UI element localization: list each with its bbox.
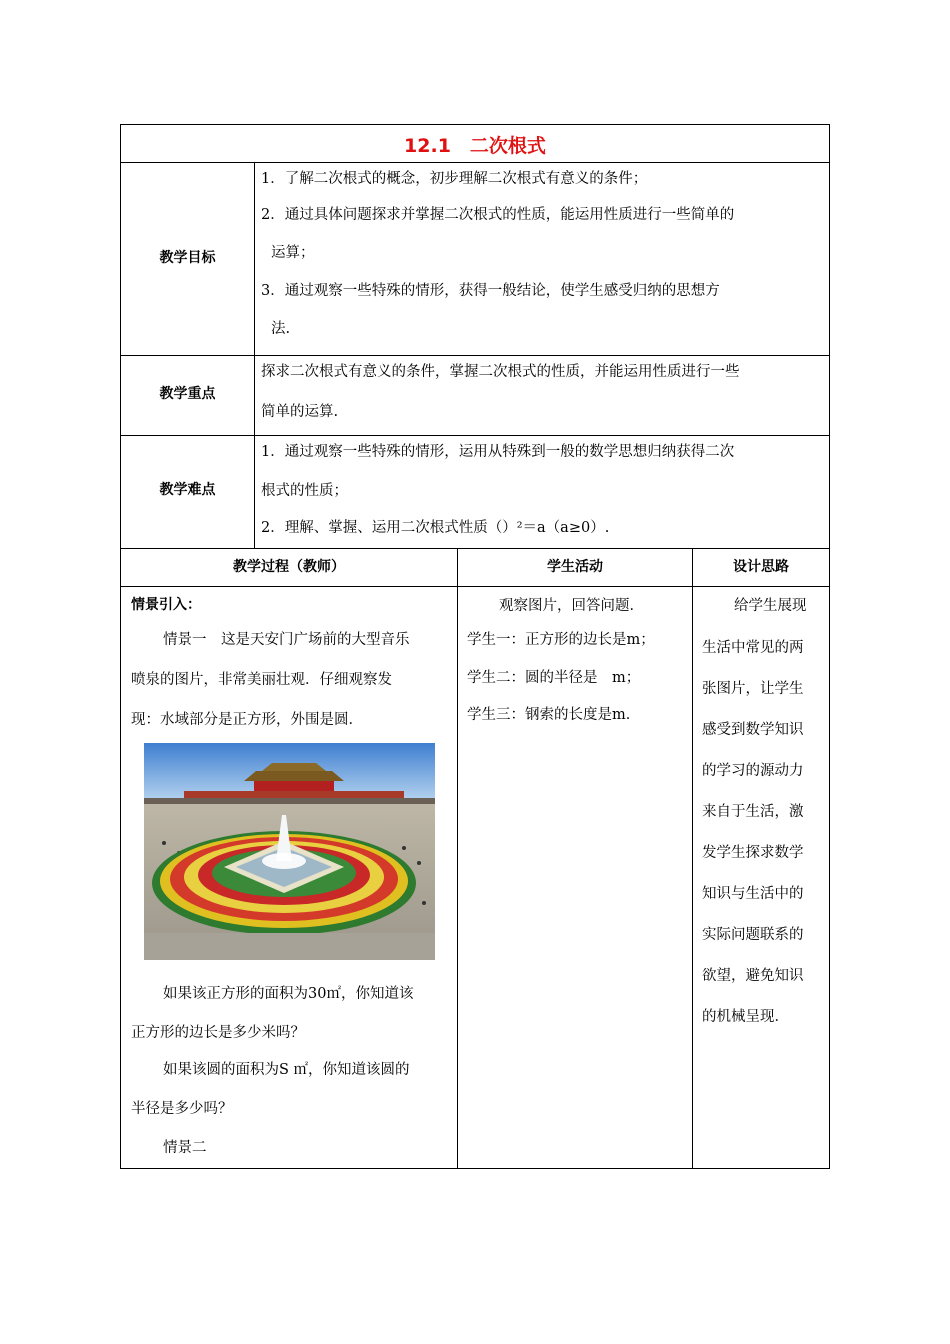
difficulty-line: 2．理解、掌握、运用二次根式性质（）²＝a（a≥0）.: [261, 520, 610, 536]
scene1-line: 现：水域部分是正方形，外围是圆．: [131, 712, 363, 728]
header-design-cell: [692, 548, 830, 587]
objective-line: 法.: [271, 321, 291, 337]
difficulties-content-cell: [254, 435, 830, 549]
keypoints-content-cell: [254, 355, 830, 436]
objectives-content-cell: [254, 162, 830, 356]
design-line: 发学生探求数学: [702, 845, 804, 861]
keypoints-label: 教学重点: [159, 386, 216, 402]
header-student-cell: [457, 548, 693, 587]
difficulties-label-cell: [120, 435, 255, 549]
keypoints-label-cell: [120, 355, 255, 436]
design-line: 的机械呈现．: [702, 1009, 789, 1025]
student-line: 学生一：正方形的边长是m；: [467, 632, 655, 648]
design-line: 感受到数学知识: [702, 722, 804, 738]
design-content-cell: [692, 586, 830, 1169]
design-line: 来自于生活，激: [702, 804, 804, 820]
intro-label: 情景引入：: [131, 597, 201, 613]
design-line: 欲望，避免知识: [702, 968, 804, 984]
objectives-label-cell: [120, 162, 255, 356]
objective-line: 3．通过观察一些特殊的情形，获得一般结论，使学生感受归纳的思想方: [261, 283, 720, 299]
question2-line: 半径是多少吗？: [131, 1101, 233, 1117]
header-teacher: 教学过程（教师）: [233, 559, 345, 575]
design-line: 实际问题联系的: [702, 927, 804, 943]
student-line: 学生三：钢索的长度是m．: [467, 707, 641, 723]
header-design: 设计思路: [733, 559, 789, 575]
scene1-line: 情景一 这是天安门广场前的大型音乐: [163, 632, 410, 648]
objective-line: 2．通过具体问题探求并掌握二次根式的性质，能运用性质进行一些简单的: [261, 207, 735, 223]
student-line: 观察图片，回答问题．: [499, 598, 644, 614]
header-teacher-cell: [120, 548, 458, 587]
question1-line: 正方形的边长是多少米吗？: [131, 1025, 305, 1041]
header-student: 学生活动: [547, 559, 603, 575]
difficulty-line: 根式的性质；: [261, 483, 348, 499]
difficulty-line: 1．通过观察一些特殊的情形，运用从特殊到一般的数学思想归纳获得二次: [261, 444, 735, 460]
objectives-label: 教学目标: [159, 250, 216, 266]
scene1-line: 喷泉的图片，非常美丽壮观．仔细观察发: [131, 672, 392, 688]
question2-line: 如果该圆的面积为S ㎡，你知道该圆的: [163, 1062, 410, 1078]
student-line: 学生二：圆的半径是 m；: [467, 670, 641, 686]
question1-line: 如果该正方形的面积为30㎡，你知道该: [163, 986, 414, 1002]
keypoint-line: 探求二次根式有意义的条件，掌握二次根式的性质，并能运用性质进行一些: [261, 364, 740, 380]
title-row: [120, 124, 830, 163]
scene2-label: 情景二: [163, 1140, 207, 1156]
design-line: 的学习的源动力: [702, 763, 804, 779]
design-line: 生活中常见的两: [702, 640, 804, 656]
design-line: 张图片，让学生: [702, 681, 804, 697]
tiananmen-fountain-photo: [144, 743, 435, 960]
design-line: 给学生展现: [734, 598, 807, 614]
objective-line: 1．了解二次根式的概念，初步理解二次根式有意义的条件；: [261, 171, 648, 187]
design-line: 知识与生活中的: [702, 886, 804, 902]
objective-line: 运算；: [271, 245, 315, 261]
keypoint-line: 简单的运算.: [261, 404, 339, 420]
difficulties-label: 教学难点: [159, 482, 216, 498]
page-title: 12.1 二次根式: [404, 135, 546, 157]
